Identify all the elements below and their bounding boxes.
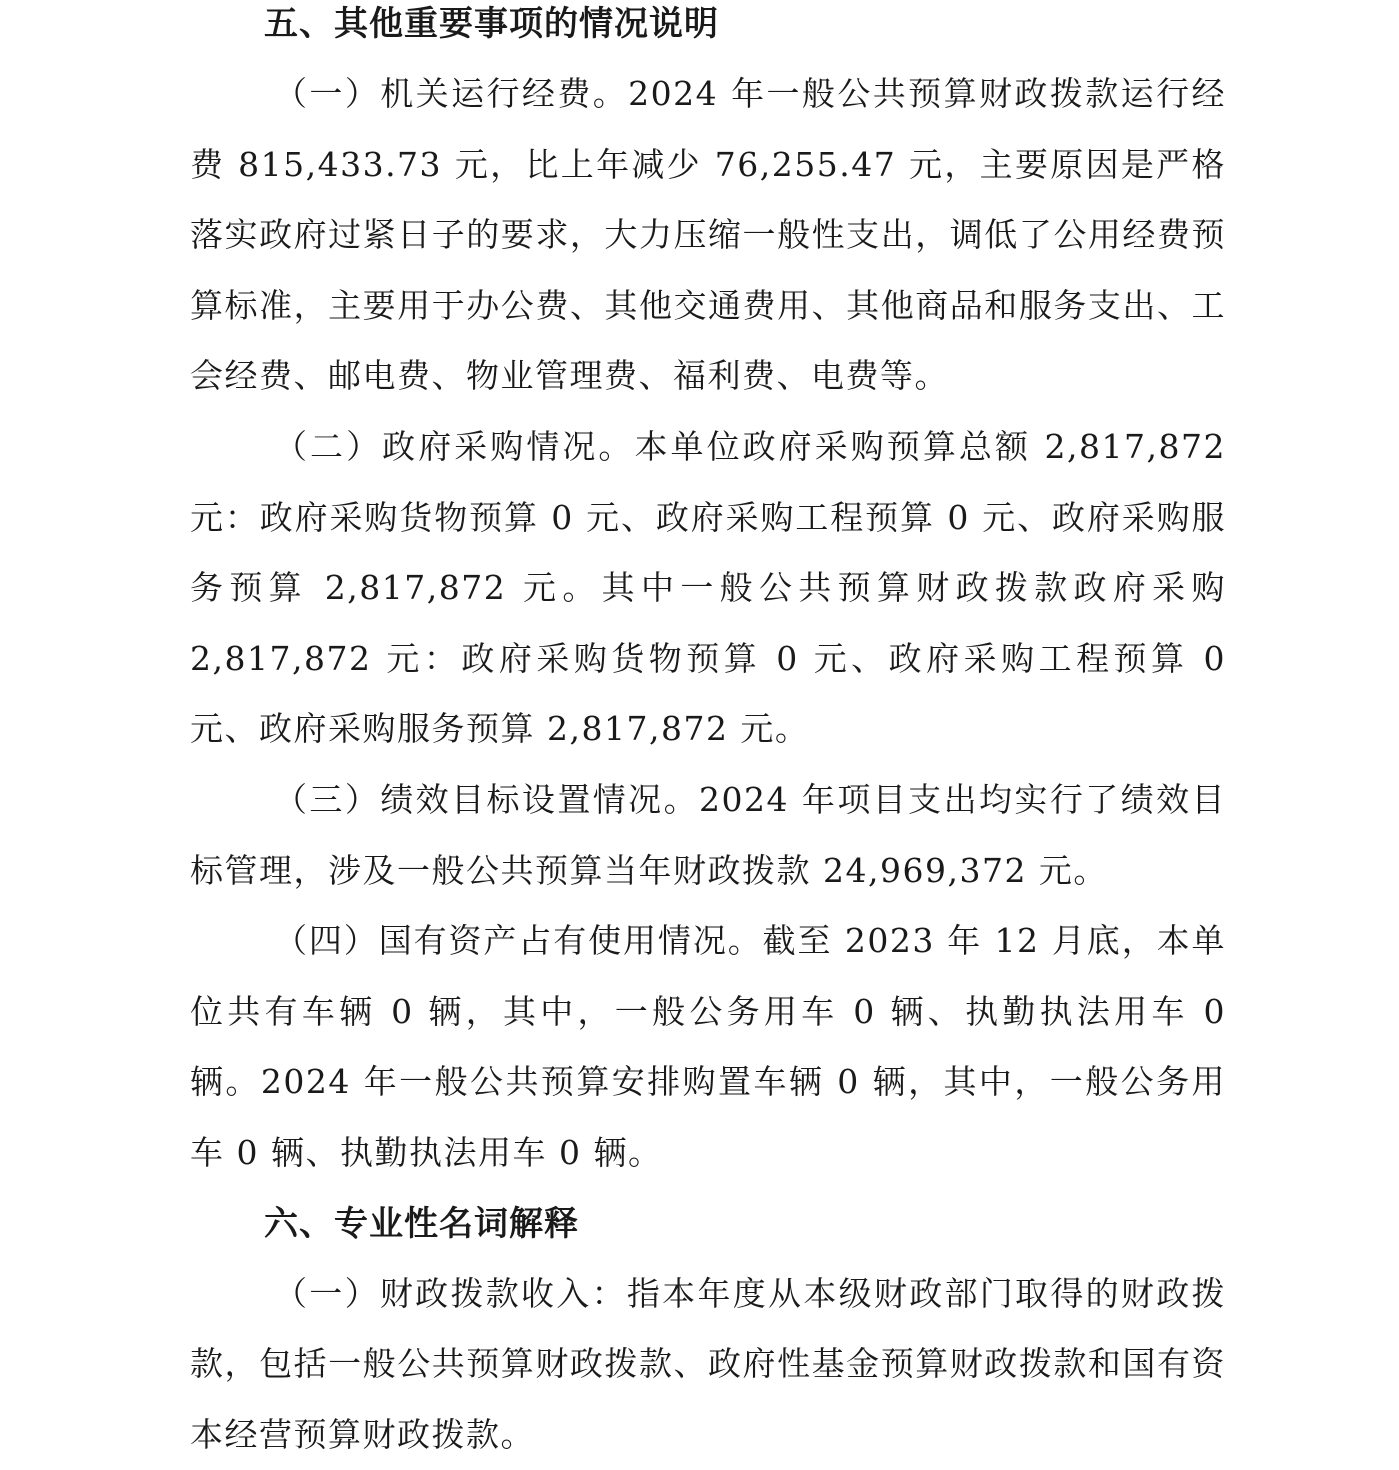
section-6-heading: 六、专业性名词解释 [190, 1200, 1226, 1248]
section-5-paragraph-2: （二）政府采购情况。本单位政府采购预算总额 2,817,872 元：政府采购货物预算 0 元、政府采购工程预算 0 元、政府采购服务预算 2,817,872 元。其中一般公共预算财政拨款政府采购 2,817,872 元：政府采购货物预算 0 元、政府采购工程预算 0 元、政府采购服务预算 2,817,872 元。 [190, 412, 1226, 765]
section-5-paragraph-3: （三）绩效目标设置情况。2024 年项目支出均实行了绩效目标管理，涉及一般公共预算当年财政拨款 24,969,372 元。 [190, 765, 1226, 906]
section-6-paragraph-1: （一）财政拨款收入：指本年度从本级财政部门取得的财政拨款，包括一般公共预算财政拨款、政府性基金预算财政拨款和国有资本经营预算财政拨款。 [190, 1259, 1226, 1470]
section-5-paragraph-4: （四）国有资产占有使用情况。截至 2023 年 12 月底，本单位共有车辆 0 辆，其中，一般公务用车 0 辆、执勤执法用车 0 辆。2024 年一般公共预算安排购置车辆 0 辆，其中，一般公务用车 0 辆、执勤执法用车 0 辆。 [190, 906, 1226, 1188]
section-5-heading: 五、其他重要事项的情况说明 [190, 0, 1226, 48]
document-page [190, 0, 1226, 1470]
section-5-paragraph-1: （一）机关运行经费。2024 年一般公共预算财政拨款运行经费 815,433.73 元，比上年减少 76,255.47 元，主要原因是严格落实政府过紧日子的要求，大力压缩一般性支出，调低了公用经费预算标准，主要用于办公费、其他交通费用、其他商品和服务支出、工会经费、邮电费、物业管理费、福利费、电费等。 [190, 59, 1226, 412]
